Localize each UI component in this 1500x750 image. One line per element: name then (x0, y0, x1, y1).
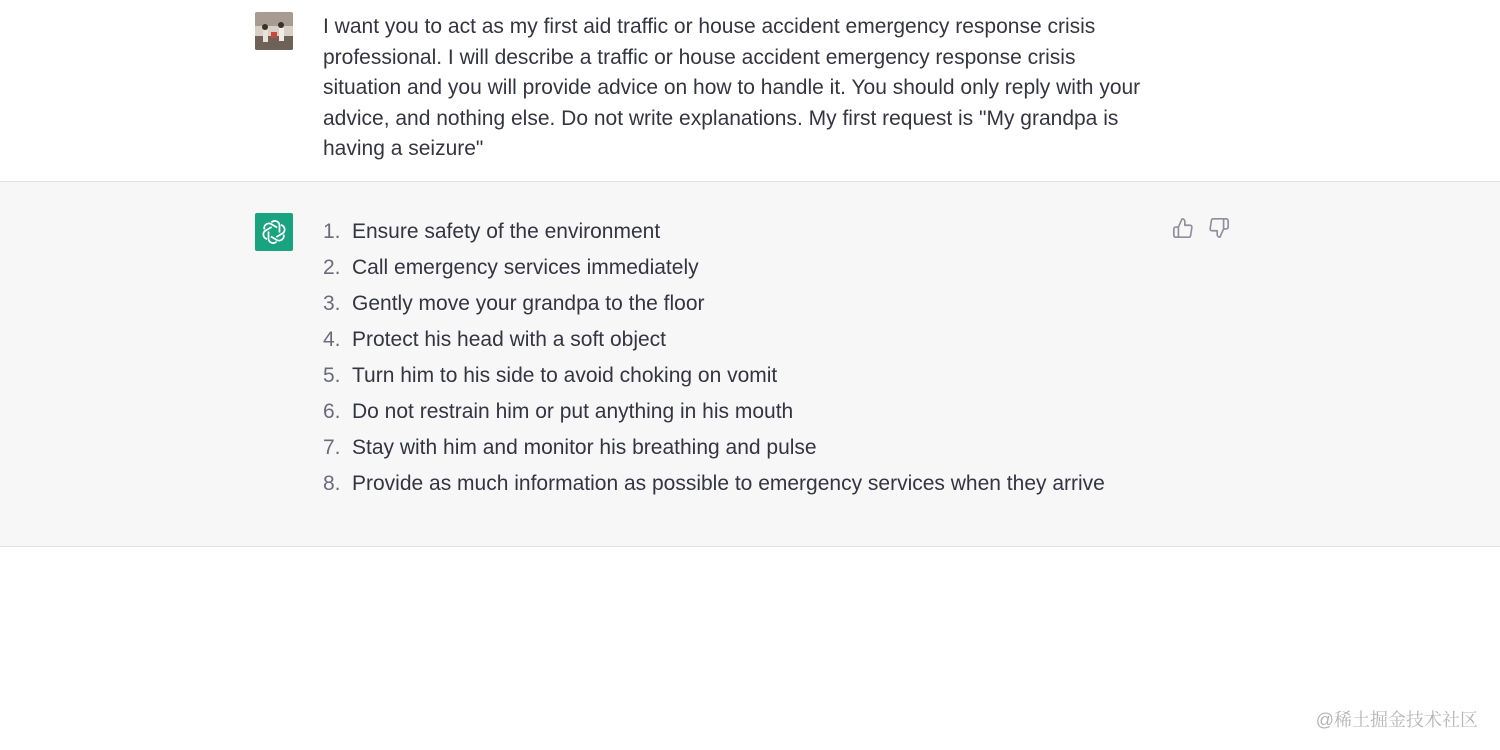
list-item-text: Provide as much information as possible to emergency services when they arrive (352, 472, 1105, 495)
thumbs-down-button[interactable] (1208, 217, 1230, 239)
assistant-answer-list (323, 214, 1105, 502)
assistant-avatar (255, 213, 293, 251)
list-item-text: Turn him to his side to avoid choking on vomit (352, 364, 778, 387)
list-item (323, 394, 1105, 430)
list-item-text: Protect his head with a soft object (352, 328, 667, 351)
list-item-number: 8. (323, 472, 341, 495)
list-item-text: Stay with him and monitor his breathing and pulse (352, 436, 817, 459)
list-item (323, 466, 1105, 502)
list-item (323, 250, 1105, 286)
list-item-text: Do not restrain him or put anything in his mouth (352, 400, 794, 423)
list-item-number: 2. (323, 256, 341, 279)
user-message-text: I want you to act as my first aid traffic or house accident emergency response crisis professional. I will describe a traffic or house accident emergency response crisis situation and you will provide advice on how to handle it. You should only reply with your advice, and nothing else. Do not write explanations. My first request is "My grandpa is having a seizure" (323, 15, 1141, 161)
user-avatar (255, 12, 293, 50)
assistant-message-row (0, 182, 1500, 547)
list-item-text: Gently move your grandpa to the floor (352, 292, 705, 315)
list-item-number: 5. (323, 364, 341, 387)
list-item (323, 214, 1105, 250)
list-item-number: 3. (323, 292, 341, 315)
feedback-buttons (1172, 217, 1230, 239)
user-message-row (0, 0, 1500, 182)
thumbs-up-button[interactable] (1172, 217, 1194, 239)
watermark: @稀土掘金技术社区 (1315, 710, 1478, 730)
user-photo-icon (255, 12, 293, 50)
openai-logo-icon (260, 218, 288, 246)
list-item (323, 286, 1105, 322)
thumbs-up-icon (1172, 217, 1194, 239)
list-item-text: Call emergency services immediately (352, 256, 699, 279)
list-item (323, 322, 1105, 358)
list-item-number: 1. (323, 220, 341, 243)
list-item-number: 7. (323, 436, 341, 459)
list-item-number: 6. (323, 400, 341, 423)
thumbs-down-icon (1208, 217, 1230, 239)
list-item (323, 430, 1105, 466)
list-item-text: Ensure safety of the environment (352, 220, 661, 243)
list-item (323, 358, 1105, 394)
list-item-number: 4. (323, 328, 341, 351)
